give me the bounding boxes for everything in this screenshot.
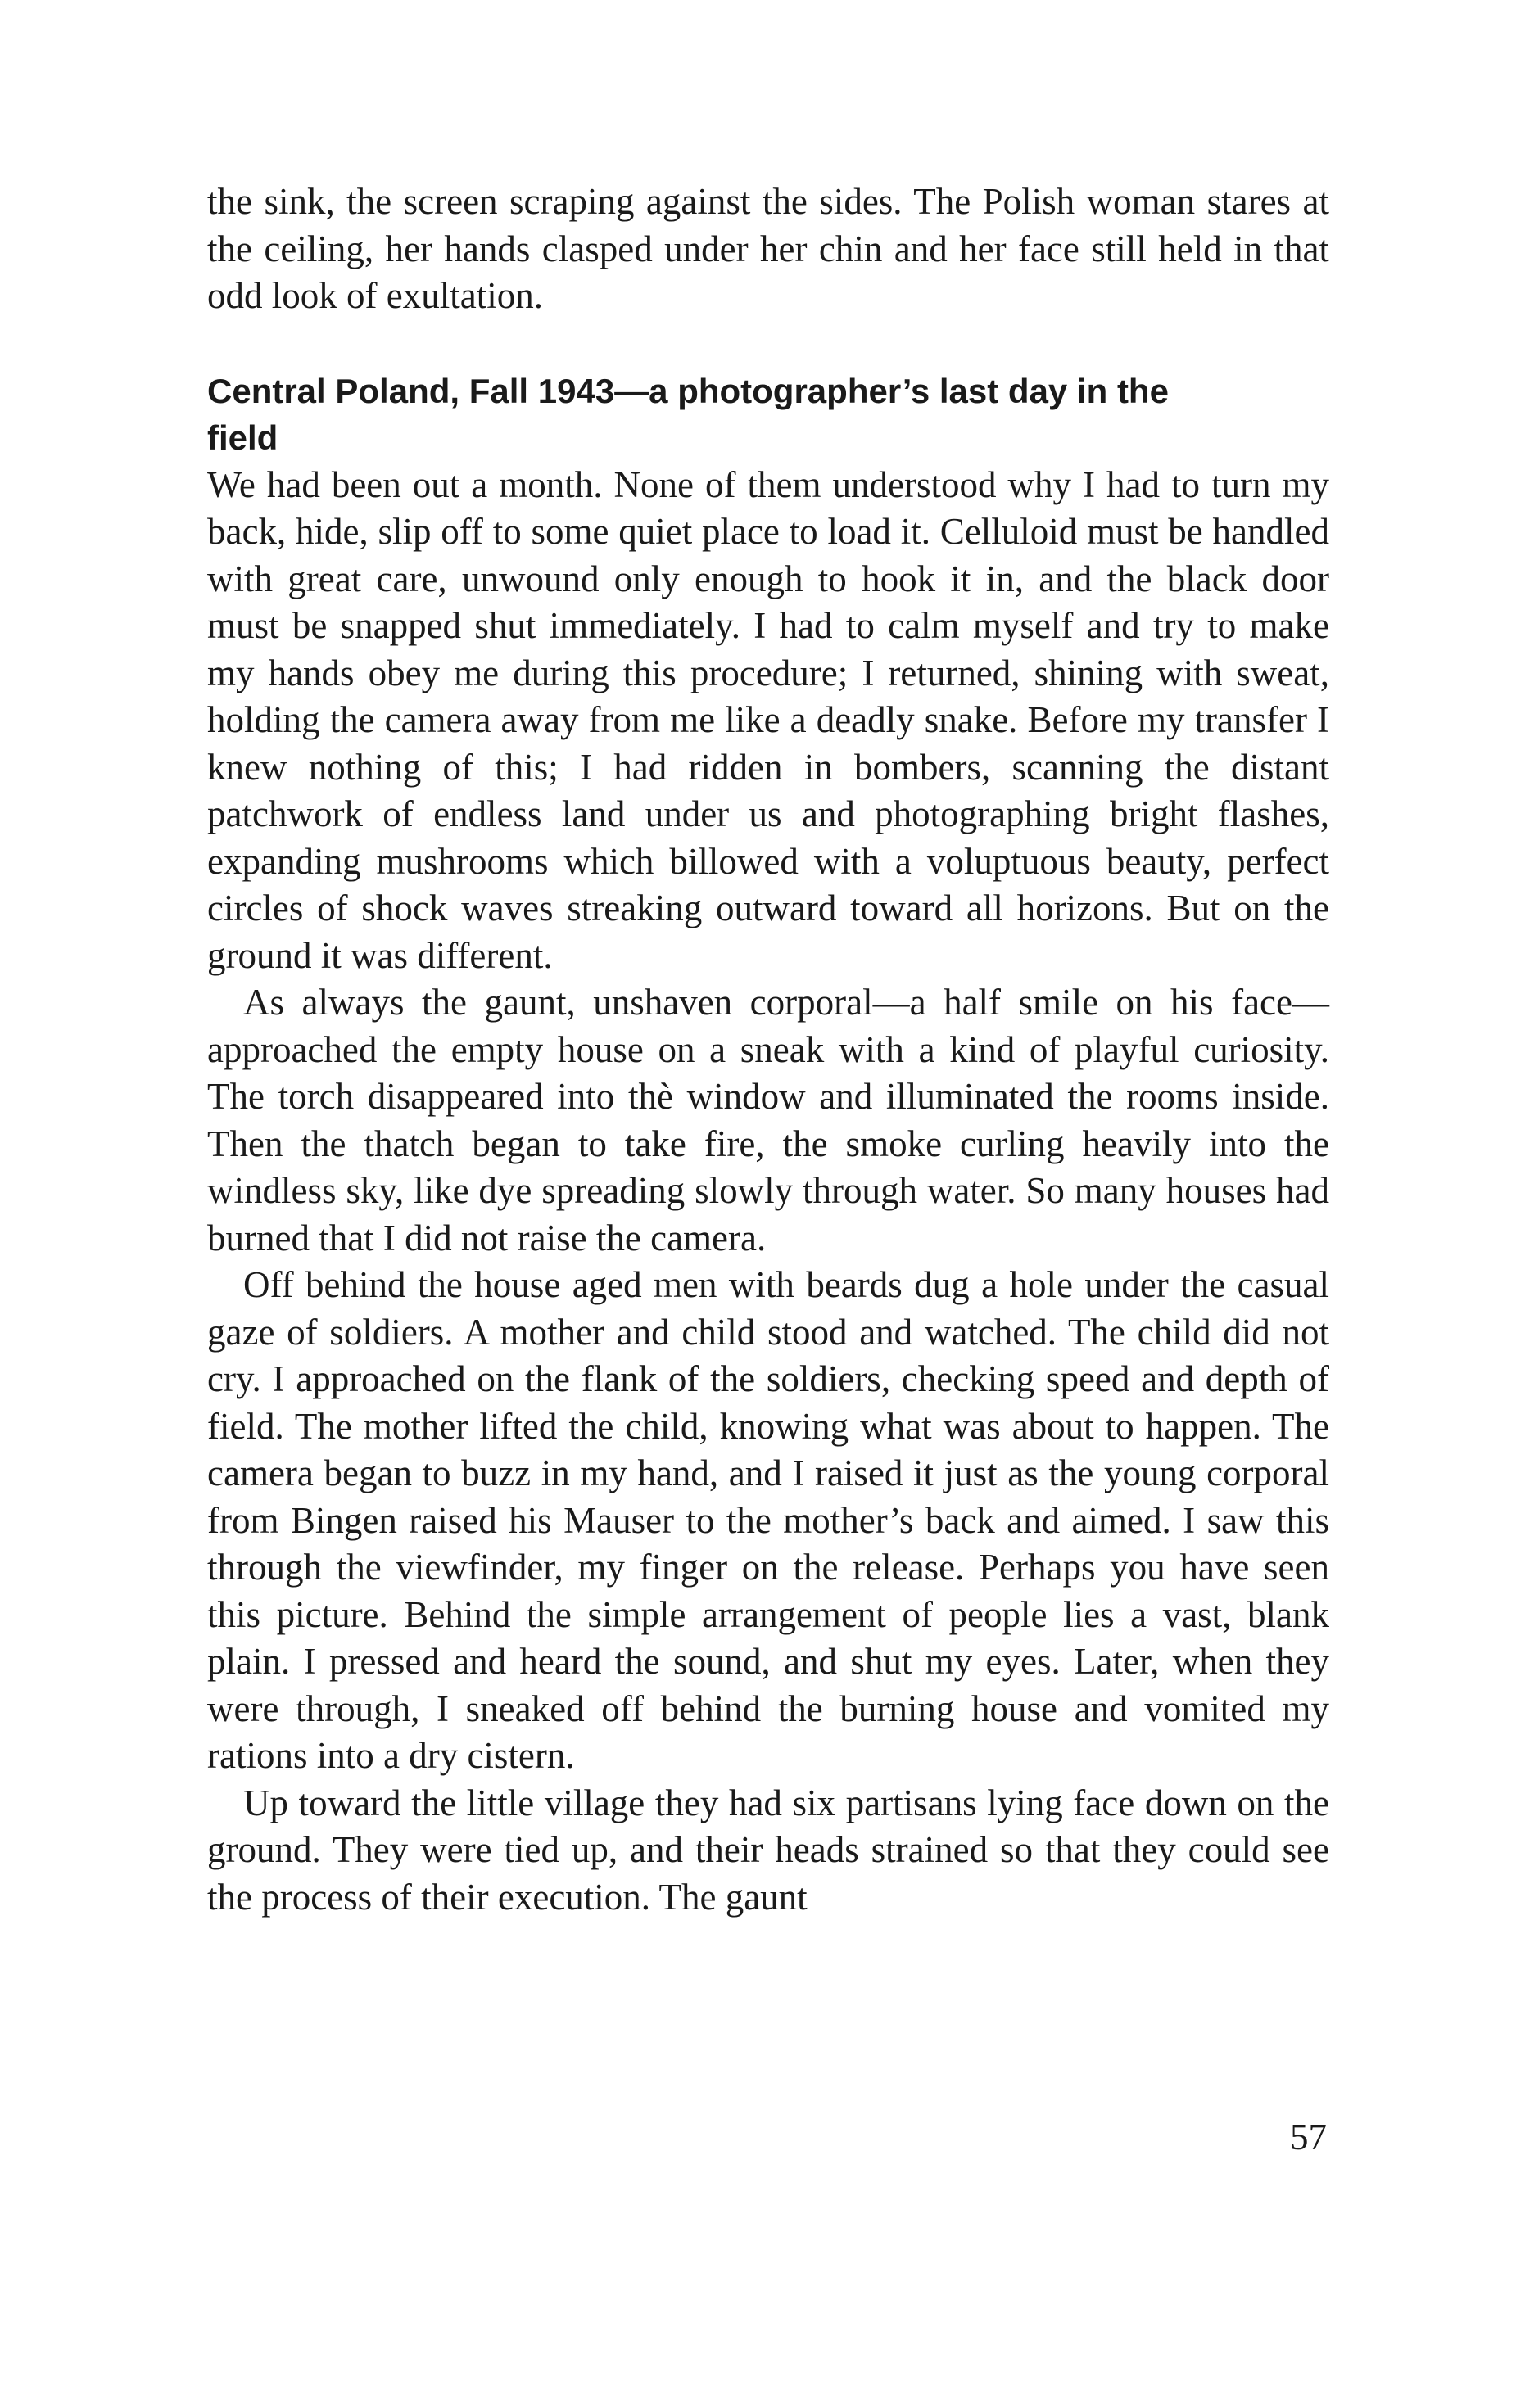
paragraph-2: As always the gaunt, unshaven corporal—a half smile on his face—approached the empty house on a sneak with a kind of playful curiosity. The torch disappeared into thè window and illuminated the rooms inside. Then the thatch began to take fire, the smoke curling heavily into the windless sky, like dye spreading slowly through water. So many houses had burned that I did not raise the camera. bbox=[207, 982, 1329, 1258]
section-heading: Central Poland, Fall 1943—a photographer’s last day in the field bbox=[207, 371, 1169, 457]
paragraph-4: Up toward the little village they had six partisans lying face down on the ground. They were tied up, and their heads strained so that they could see the process of their execution. The gaunt bbox=[207, 1782, 1329, 1918]
book-page bbox=[207, 178, 1329, 1921]
paragraph-3: Off behind the house aged men with beards dug a hole under the casual gaze of soldiers. A mother and child stood and watched. The child did not cry. I approached on the flank of the soldiers, checking speed and depth of field. The mother lifted the child, knowing what was about to happen. The camera began to buzz in my hand, and I raised it just as the young corporal from Bingen raised his Mauser to the mother’s back and aimed. I saw this through the viewfinder, my finger on the release. Perhaps you have seen this picture. Behind the simple arrangement of people lies a vast, blank plain. I pressed and heard the sound, and shut my eyes. Later, when they were through, I sneaked off behind the burning house and vomited my rations into a dry cistern. bbox=[207, 1264, 1329, 1776]
opening-paragraph: the sink, the screen scraping against the sides. The Polish woman stares at the ceiling, her hands clasped under her chin and her face still held in that odd look of exultation. bbox=[207, 181, 1329, 316]
page-number: 57 bbox=[1290, 2117, 1327, 2157]
body-text bbox=[207, 462, 1329, 1922]
paragraph-1: We had been out a month. None of them understood why I had to turn my back, hide, slip off to some quiet place to load it. Celluloid must be handled with great care, unwound only enough to hook it in, and the black door must be snapped shut immediately. I had to calm myself and try to make my hands obey me during this procedure; I returned, shining with sweat, holding the camera away from me like a deadly snake. Before my transfer I knew nothing of this; I had ridden in bombers, scanning the distant patchwork of endless land under us and photographing bright flashes, expanding mushrooms which billowed with a voluptuous beauty, perfect circles of shock waves streaking outward toward all horizons. But on the ground it was different. bbox=[207, 463, 1329, 976]
